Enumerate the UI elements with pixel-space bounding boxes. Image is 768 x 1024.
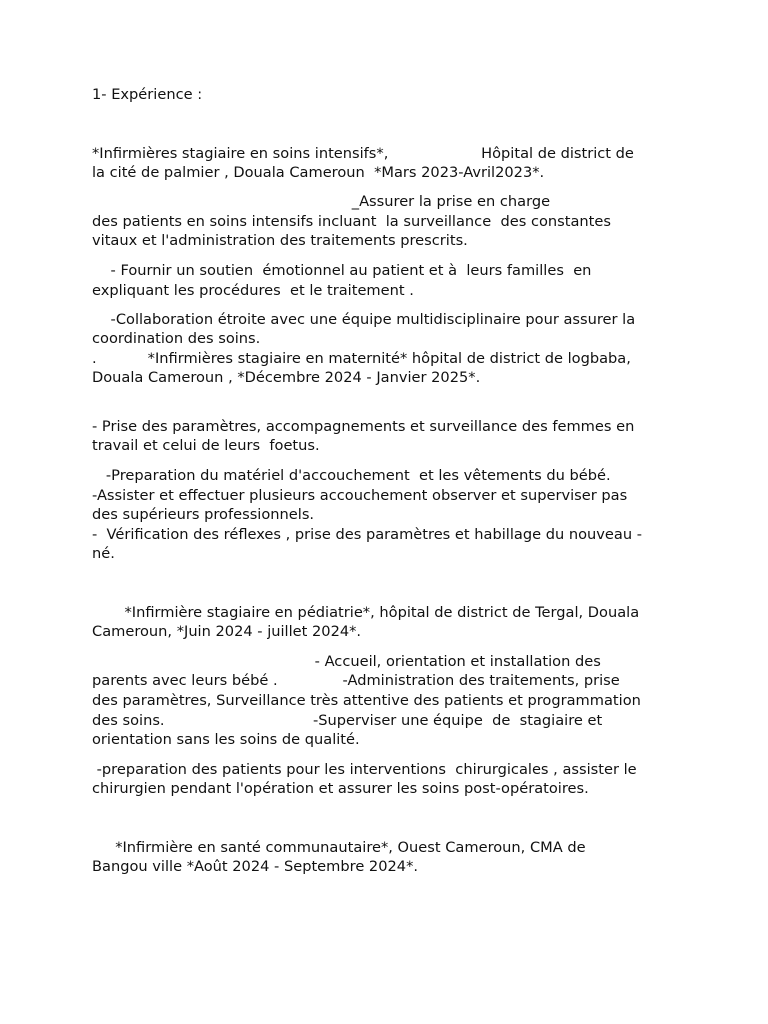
text-line: vitaux et l'administration des traitements prescrits. [92, 232, 468, 249]
text-line: -Collaboration étroite avec une équipe multidisciplinaire pour assurer la [92, 311, 636, 328]
text-line: -Assister et effectuer plusieurs accouchement observer et superviser pas [92, 487, 628, 504]
text-line: coordination des soins. [92, 330, 261, 347]
text-line: - Fournir un soutien émotionnel au patient et à leurs familles en [92, 262, 592, 279]
text-line: _Assurer la prise en charge [92, 193, 551, 210]
text-line: parents avec leurs bébé . -Administration des traitements, prise [92, 672, 620, 689]
text-line: -preparation des patients pour les interventions chirurgicales , assister le [92, 761, 637, 778]
text-line: -Preparation du matériel d'accouchement et les vêtements du bébé. [92, 467, 611, 484]
text-line: des soins. -Superviser une équipe de stagiaire et [92, 712, 603, 729]
text-line: la cité de palmier , Douala Cameroun *Mars 2023-Avril2023*. [92, 164, 545, 181]
text-line: Cameroun, *Juin 2024 - juillet 2024*. [92, 623, 362, 640]
text-line: *Infirmière en santé communautaire*, Ouest Cameroun, CMA de [92, 839, 586, 856]
text-line: - Vérification des réflexes , prise des paramètres et habillage du nouveau - [92, 526, 642, 543]
text-line: des paramètres, Surveillance très attentive des patients et programmation [92, 692, 641, 709]
text-line: Bangou ville *Août 2024 - Septembre 2024*. [92, 858, 419, 875]
text-line: expliquant les procédures et le traitement . [92, 282, 414, 299]
text-line: des supérieurs professionnels. [92, 506, 315, 523]
section-heading: 1- Expérience : [92, 86, 203, 103]
text-line: orientation sans les soins de qualité. [92, 731, 360, 748]
text-line: . *Infirmières stagiaire en maternité* hôpital de district de logbaba, [92, 350, 631, 367]
text-line: travail et celui de leurs foetus. [92, 437, 320, 454]
text-line: *Infirmière stagiaire en pédiatrie*, hôpital de district de Tergal, Douala [92, 604, 640, 621]
text-line: - Accueil, orientation et installation des [92, 653, 601, 670]
text-line: né. [92, 545, 115, 562]
text-line: Douala Cameroun , *Décembre 2024 - Janvier 2025*. [92, 369, 481, 386]
text-line: chirurgien pendant l'opération et assurer les soins post-opératoires. [92, 780, 589, 797]
text-line: des patients en soins intensifs incluant la surveillance des constantes [92, 213, 611, 230]
text-line: - Prise des paramètres, accompagnements et surveillance des femmes en [92, 418, 635, 435]
text-line: *Infirmières stagiaire en soins intensifs*, Hôpital de district de [92, 145, 634, 162]
